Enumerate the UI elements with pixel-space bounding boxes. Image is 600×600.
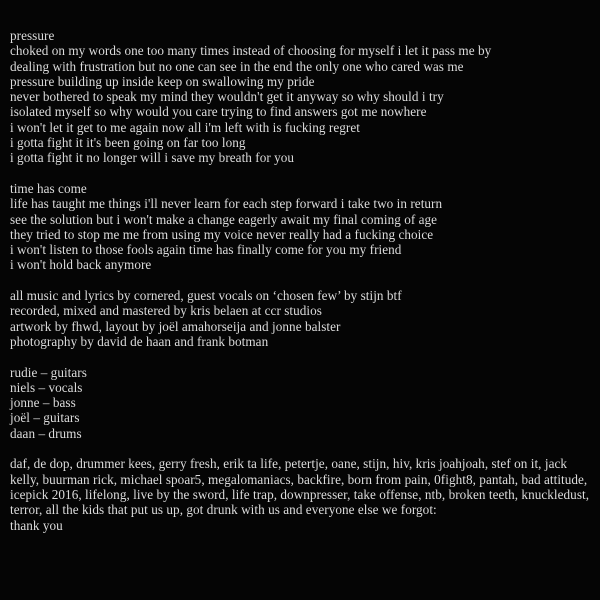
thanks [10, 456, 592, 532]
member-line: rudie – guitars [10, 364, 87, 380]
credit-line: photography by david de haan and frank botman [10, 333, 269, 349]
member-line: niels – vocals [10, 379, 83, 395]
lyric-line: i gotta fight it no longer will i save my breath for you [10, 150, 295, 166]
credit-line: artwork by fhwd, layout by joël amahorseija and jonne balster [10, 318, 341, 334]
lyric-line: they tried to stop me me from using my voice never really had a fucking choice [10, 226, 434, 242]
lyric-line: isolated myself so why would you care trying to find answers got me nowhere [10, 104, 427, 120]
lyric-line: dealing with frustration but no one can see in the end the only one who cared was me [10, 58, 464, 74]
booklet-text [10, 28, 592, 548]
lyric-line: i won't listen to those fools again time has finally come for you my friend [10, 242, 402, 258]
song-title: time has come [10, 180, 87, 196]
lyric-line: life has taught me things i'll never learn for each step forward i take two in return [10, 196, 443, 212]
song-title: pressure [10, 28, 55, 43]
lyric-line: i won't let it get to me again now all i'm left with is fucking regret [10, 119, 360, 135]
credit-line: recorded, mixed and mastered by kris belaen at ccr studios [10, 303, 322, 319]
lyrics-pressure [10, 28, 592, 166]
lyric-line: pressure building up inside keep on swallowing my pride [10, 73, 315, 89]
thanks-list: daf, de dop, drummer kees, gerry fresh, erik ta life, petertje, oane, stijn, hiv, kris joahjoah, stef on it, jack kelly, buurman rick, michael spoar5, megalomaniacs, backfire, born from pain, 0fight8, pantah, bad attitude, icepick 2016, lifelong, live by the sword, life trap, downpresser, take offense, ntb, broken teeth, knuckledust, terror, all the kids that put us up, got drunk with us and everyone else we forgot: [10, 456, 590, 518]
lyric-line: i won't hold back anymore [10, 257, 152, 273]
member-line: joël – guitars [10, 410, 80, 426]
lyric-line: choked on my words one too many times instead of choosing for myself i let it pass me by [10, 43, 492, 59]
credit-line: all music and lyrics by cornered, guest vocals on ‘chosen few’ by stijn btf [10, 288, 402, 304]
band-lineup [10, 365, 592, 441]
credits [10, 288, 592, 349]
thanks-closing: thank you [10, 517, 63, 533]
lyrics-time-has-come [10, 181, 592, 273]
member-line: daan – drums [10, 425, 82, 441]
lyric-line: never bothered to speak my mind they wouldn't get it anyway so why should i try [10, 89, 444, 105]
lyric-line: see the solution but i won't make a change eagerly await my final coming of age [10, 211, 438, 227]
lyric-line: i gotta fight it it's been going on far too long [10, 135, 246, 151]
member-line: jonne – bass [10, 395, 76, 411]
